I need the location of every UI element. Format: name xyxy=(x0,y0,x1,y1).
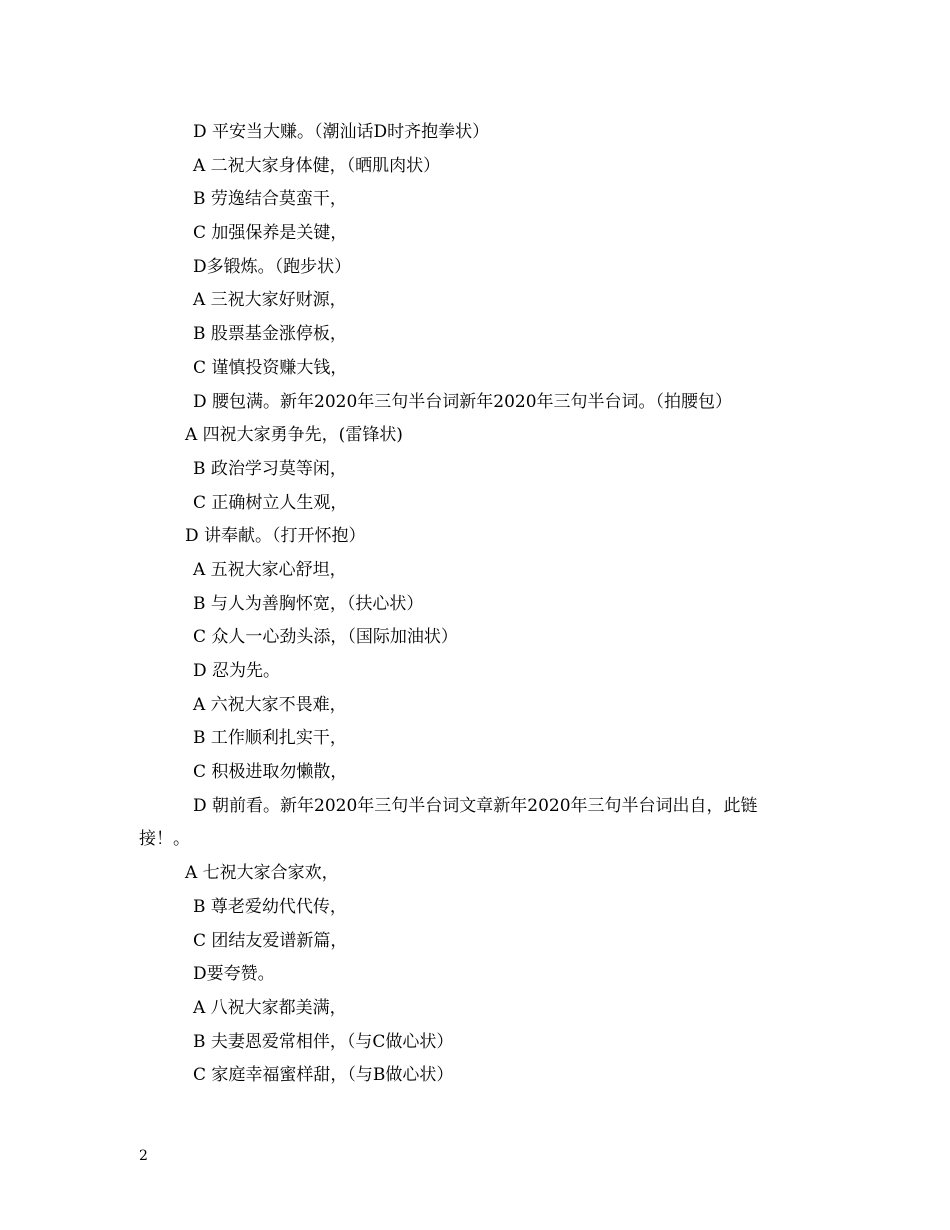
text-line: D要夸赞。 xyxy=(193,964,275,985)
text-body xyxy=(0,116,950,1093)
text-line: B 与人为善胸怀宽，（扶心状） xyxy=(193,593,424,614)
page-number: 2 xyxy=(139,1148,148,1164)
text-line: C 众人一心劲头添，（国际加油状） xyxy=(193,627,458,648)
text-line: A 二祝大家身体健，（晒肌肉状） xyxy=(193,155,441,176)
text-line: C 团结友爱谱新篇， xyxy=(193,930,348,951)
text-line: B 尊老爱幼代代传， xyxy=(193,896,347,917)
text-line: B 股票基金涨停板， xyxy=(193,324,347,345)
text-line: C 正确树立人生观， xyxy=(193,492,348,513)
text-line: C 谨慎投资赚大钱， xyxy=(193,357,348,378)
text-line: A 五祝大家心舒坦， xyxy=(193,559,347,580)
text-line: B 政治学习莫等闲， xyxy=(193,458,347,479)
text-line: B 夫妻恩爱常相伴，（与C做心状） xyxy=(193,1031,454,1052)
text-line: A 三祝大家好财源， xyxy=(193,290,347,311)
text-line: C 加强保养是关键， xyxy=(193,223,348,244)
text-line: D 腰包满。新年2020年三句半台词新年2020年三句半台词。（拍腰包） xyxy=(193,391,733,412)
text-line: B 劳逸结合莫蛮干， xyxy=(193,189,347,210)
text-line: D 平安当大赚。（潮汕话D时齐抱拳状） xyxy=(193,122,490,142)
text-line: C 家庭幸福蜜样甜，（与B做心状） xyxy=(193,1065,454,1086)
text-line: A 四祝大家勇争先，(雷锋状) xyxy=(185,425,403,446)
text-line: D多锻炼。（跑步状） xyxy=(193,256,352,277)
text-line: D 朝前看。新年2020年三句半台词文章新年2020年三句半台词出自，此链 xyxy=(193,795,758,816)
text-line: A 八祝大家都美满， xyxy=(193,997,347,1018)
text-line: D 忍为先。 xyxy=(193,661,281,681)
text-line: A 六祝大家不畏难， xyxy=(193,694,347,715)
text-line: C 积极进取勿懒散， xyxy=(193,762,348,783)
text-line: D 讲奉献。（打开怀抱） xyxy=(185,526,366,547)
text-line: A 七祝大家合家欢， xyxy=(185,863,339,884)
text-line: B 工作顺利扎实干， xyxy=(193,728,347,749)
text-line: 接！。 xyxy=(139,829,190,850)
